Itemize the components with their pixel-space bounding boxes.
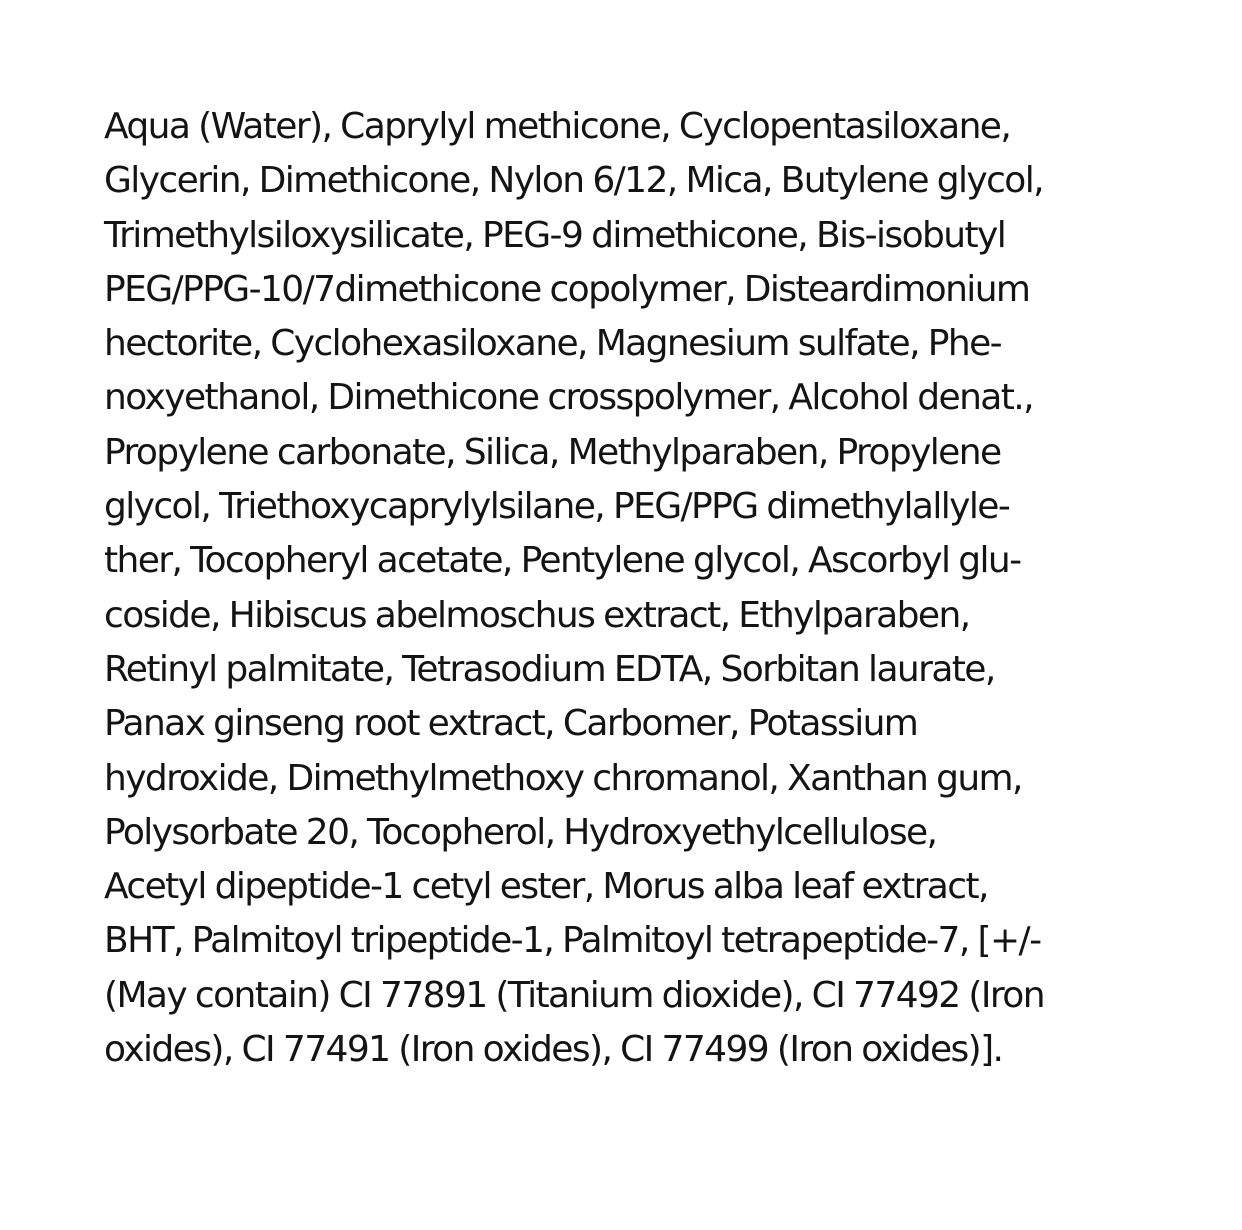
ingredients-line-3: Trimethylsiloxysilicate, PEG-9 dimethicone, Bis-isobutyl xyxy=(104,214,1006,256)
ingredients-line-12: Panax ginseng root extract, Carbomer, Potassium xyxy=(104,703,918,745)
ingredients-line-2: Glycerin, Dimethicone, Nylon 6/12, Mica, Butylene glycol, xyxy=(104,160,1043,202)
ingredients-line-11: Retinyl palmitate, Tetrasodium EDTA, Sorbitan laurate, xyxy=(104,648,995,690)
ingredients-line-17: (May contain) CI 77891 (Titanium dioxide), CI 77492 (Iron xyxy=(104,974,1044,1016)
ingredients-list xyxy=(104,100,1214,1077)
ingredients-line-14: Polysorbate 20, Tocopherol, Hydroxyethylcellulose, xyxy=(104,811,937,853)
ingredients-line-1: Aqua (Water), Caprylyl methicone, Cyclopentasiloxane, xyxy=(104,106,1011,147)
ingredients-line-7: Propylene carbonate, Silica, Methylparaben, Propylene xyxy=(104,431,1001,473)
ingredients-line-15: Acetyl dipeptide-1 cetyl ester, Morus alba leaf extract, xyxy=(104,866,988,908)
ingredients-line-13: hydroxide, Dimethylmethoxy chromanol, Xanthan gum, xyxy=(104,757,1022,799)
ingredients-line-6: noxyethanol, Dimethicone crosspolymer, Alcohol denat., xyxy=(104,377,1033,419)
ingredients-line-18: oxides), CI 77491 (Iron oxides), CI 77499 (Iron oxides)]. xyxy=(104,1029,1003,1071)
ingredients-line-16: BHT, Palmitoyl tripeptide-1, Palmitoyl tetrapeptide-7, [+/- xyxy=(104,920,1041,962)
ingredients-line-4: PEG/PPG-10/7dimethicone copolymer, Disteardimonium xyxy=(104,268,1030,310)
ingredients-line-10: coside, Hibiscus abelmoschus extract, Ethylparaben, xyxy=(104,594,970,636)
ingredients-line-8: glycol, Triethoxycaprylylsilane, PEG/PPG dimethylallyle- xyxy=(104,486,1010,528)
ingredients-line-5: hectorite, Cyclohexasiloxane, Magnesium sulfate, Phe- xyxy=(104,323,1002,365)
ingredients-line-9: ther, Tocopheryl acetate, Pentylene glycol, Ascorbyl glu- xyxy=(104,540,1021,582)
